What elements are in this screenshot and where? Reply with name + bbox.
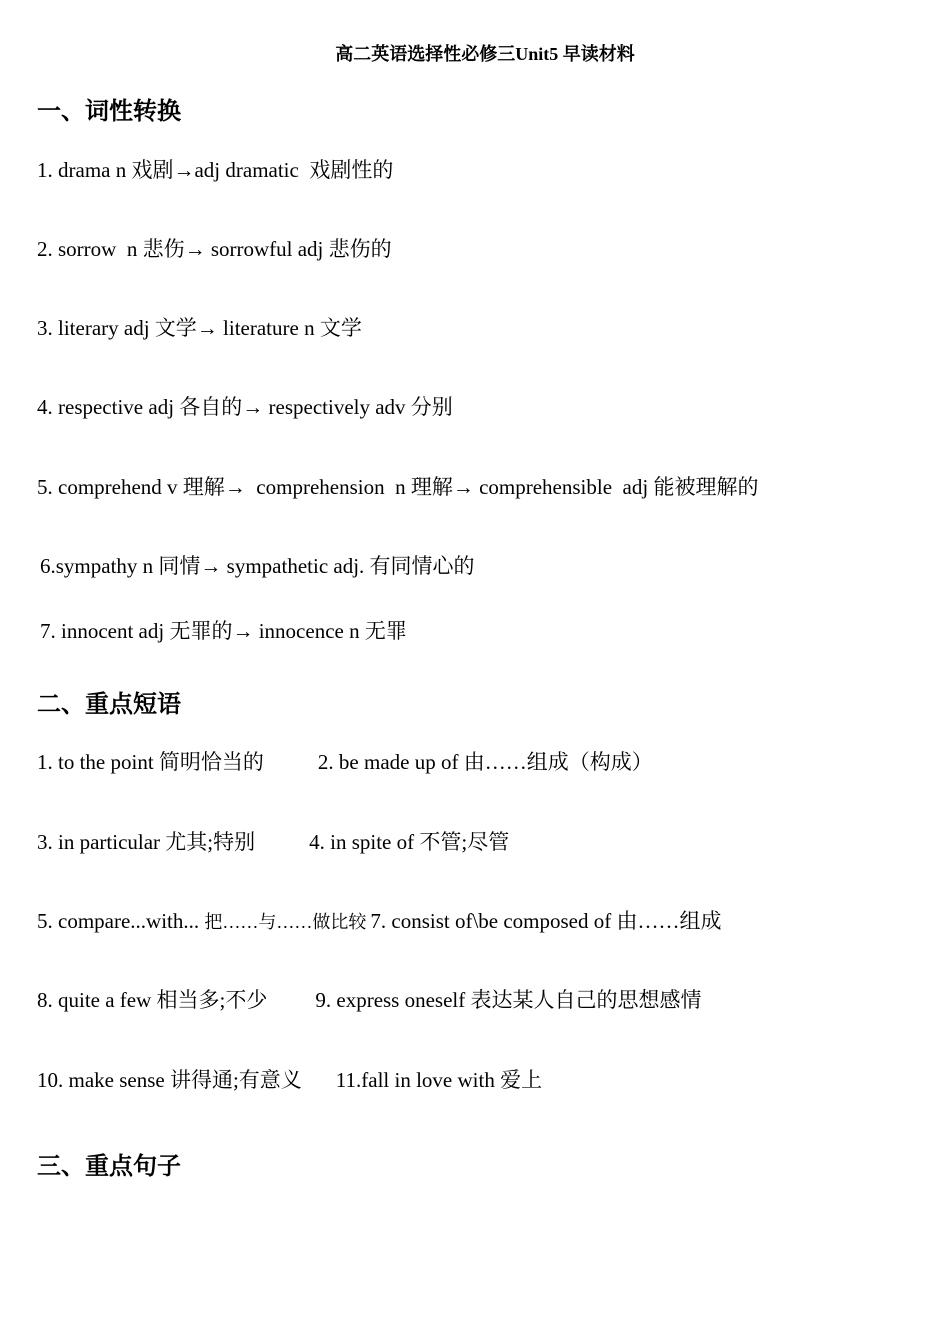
document-title: 高二英语选择性必修三Unit5 早读材料 bbox=[335, 44, 635, 64]
section-heading-word-forms: 一、词性转换 bbox=[37, 97, 181, 125]
phrase-item: 8. quite a few 相当多;不少 bbox=[37, 988, 268, 1012]
phrase-item: 4. in spite of 不管;尽管 bbox=[309, 830, 510, 854]
phrase-item: 10. make sense 讲得通;有意义 bbox=[37, 1068, 302, 1092]
word-form-item: 3. literary adj 文学→ literature n 文学 bbox=[37, 316, 362, 340]
word-form-item: 1. drama n 戏剧→adj dramatic 戏剧性的 bbox=[37, 158, 394, 182]
phrase-item: 5. compare...with... bbox=[37, 909, 200, 933]
section-heading-key-phrases: 二、重点短语 bbox=[37, 690, 181, 718]
word-form-item: 6.sympathy n 同情→ sympathetic adj. 有同情心的 bbox=[40, 554, 475, 578]
phrase-item-translation: 把……与……做比较 bbox=[204, 912, 367, 932]
phrase-row bbox=[37, 748, 653, 776]
word-form-item: 5. comprehend v 理解→ comprehension n 理解→ comprehensible adj 能被理解的 bbox=[37, 475, 759, 499]
word-form-item: 2. sorrow n 悲伤→ sorrowful adj 悲伤的 bbox=[37, 237, 392, 261]
phrase-row bbox=[37, 986, 702, 1014]
phrase-row bbox=[37, 828, 509, 856]
phrase-item: 1. to the point 简明恰当的 bbox=[37, 750, 264, 774]
phrase-row bbox=[37, 1066, 542, 1094]
word-form-item: 7. innocent adj 无罪的→ innocence n 无罪 bbox=[40, 619, 407, 643]
phrase-item: 9. express oneself 表达某人自己的思想感情 bbox=[315, 988, 702, 1012]
phrase-item: 11.fall in love with 爱上 bbox=[335, 1068, 543, 1092]
word-form-item: 4. respective adj 各自的→ respectively adv 分别 bbox=[37, 395, 453, 419]
phrase-item: 7. consist of\be composed of 由……组成 bbox=[370, 909, 722, 933]
phrase-item: 2. be made up of 由……组成（构成） bbox=[317, 750, 653, 774]
phrase-item: 3. in particular 尤其;特别 bbox=[37, 830, 256, 854]
phrase-row bbox=[37, 907, 722, 936]
section-heading-key-sentences: 三、重点句子 bbox=[37, 1152, 181, 1180]
